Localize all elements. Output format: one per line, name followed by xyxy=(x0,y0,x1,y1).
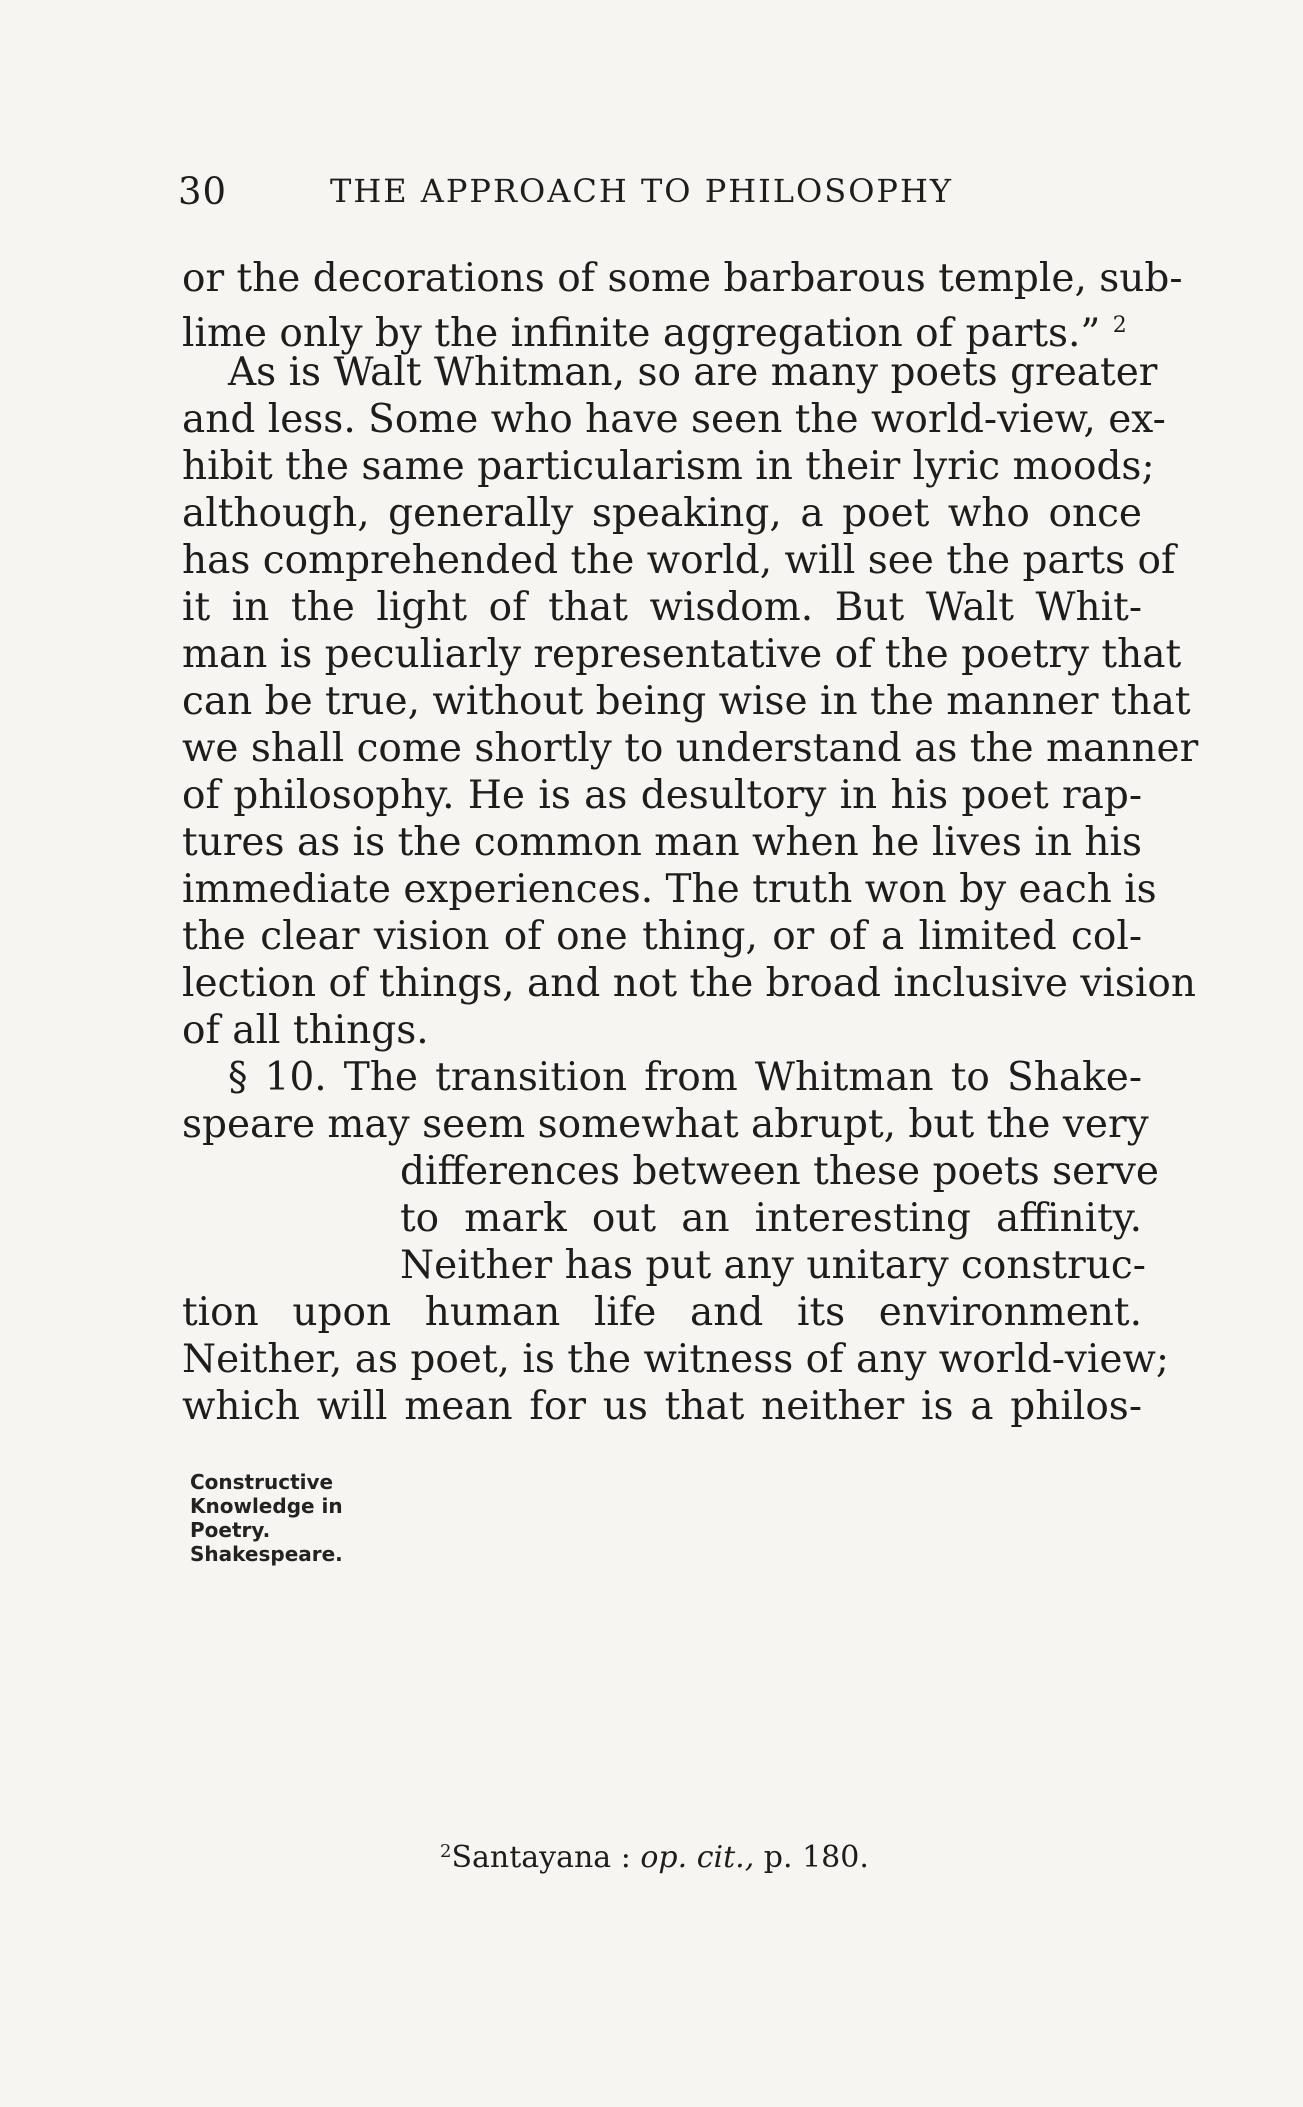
marginal-note xyxy=(190,1470,390,1566)
text-line: it in the light of that wisdom. But Walt Whit- xyxy=(182,585,1142,630)
text-line: although, generally speaking, a poet who once xyxy=(182,491,1142,536)
text-line: Neither, as poet, is the witness of any world-view; xyxy=(182,1337,1169,1382)
page-header xyxy=(178,160,1158,220)
text-line: can be true, without being wise in the manner that xyxy=(182,679,1191,724)
section-start-line: § 10. The transition from Whitman to Shake- xyxy=(228,1055,1142,1100)
footnote xyxy=(440,1840,869,1875)
running-head: THE APPROACH TO PHILOSOPHY xyxy=(330,172,953,210)
text-line: tion upon human life and its environment. xyxy=(182,1290,1142,1335)
footnote-work: op. cit., xyxy=(640,1840,755,1875)
text-line: tures as is the common man when he lives in his xyxy=(182,820,1142,865)
text-line: the clear vision of one thing, or of a limited col- xyxy=(182,914,1142,959)
text-line: lime only by the infinite aggregation of parts.” $^2$ xyxy=(182,311,1127,356)
footnote-author: Santayana : xyxy=(451,1840,641,1875)
text-line: we shall come shortly to understand as the manner xyxy=(182,726,1199,771)
text-line: hibit the same particularism in their lyric moods; xyxy=(182,444,1155,489)
text-line: differences between these poets serve xyxy=(400,1149,1159,1194)
text-line: immediate experiences. The truth won by each is xyxy=(182,867,1157,912)
text-line: to mark out an interesting affinity. xyxy=(400,1196,1142,1241)
text-line: has comprehended the world, will see the parts of xyxy=(182,538,1176,583)
text-line: man is peculiarly representative of the poetry that xyxy=(182,632,1182,677)
footnote-reference: 2 xyxy=(1112,313,1127,338)
text-line: As is Walt Whitman, so are many poets greater xyxy=(228,350,1158,395)
text-line: speare may seem somewhat abrupt, but the very xyxy=(182,1102,1149,1147)
footnote-page: p. 180. xyxy=(754,1840,869,1875)
text-line: which will mean for us that neither is a philos- xyxy=(182,1384,1142,1429)
footnote-marker: 2 xyxy=(440,1841,452,1862)
marginal-note-line: Knowledge in xyxy=(190,1494,343,1518)
text-line: of philosophy. He is as desultory in his poet rap- xyxy=(182,773,1142,818)
marginal-note-line: Constructive xyxy=(190,1470,334,1494)
page-number: 30 xyxy=(178,170,228,213)
text-line: Neither has put any unitary construc- xyxy=(400,1243,1146,1288)
marginal-note-line: Poetry. xyxy=(190,1518,271,1542)
marginal-note-line: Shakespeare. xyxy=(190,1542,343,1566)
text-line: or the decorations of some barbarous temple, sub- xyxy=(182,256,1183,301)
text-line: of all things. xyxy=(182,1008,429,1053)
text-line: lection of things, and not the broad inclusive vision xyxy=(182,961,1196,1006)
text-line: and less. Some who have seen the world-view, ex- xyxy=(182,397,1166,442)
